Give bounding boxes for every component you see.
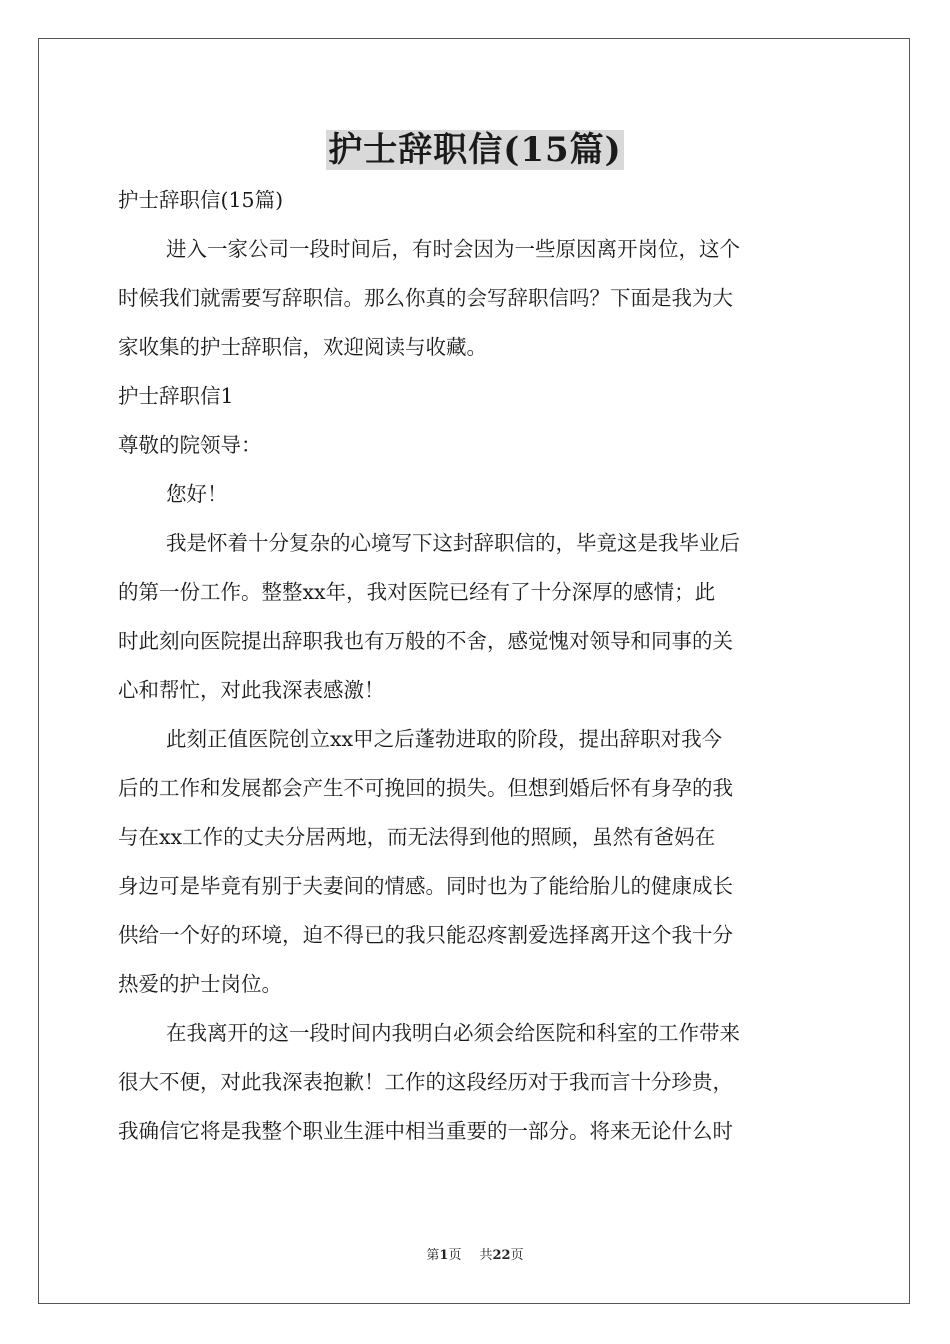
salutation: 尊敬的院领导：: [118, 433, 262, 457]
text-line: 后的工作和发展都会产生不可挽回的损失。但想到婚后怀有身孕的我: [118, 776, 733, 800]
text-line: 进入一家公司一段时间后，有时会因为一些原因离开岗位，这个: [166, 237, 740, 261]
text-line: 心和帮忙，对此我深表感激！: [118, 678, 385, 702]
total-suffix: 页: [510, 1248, 524, 1263]
page-number: 1: [439, 1248, 449, 1263]
text-line: 家收集的护士辞职信，欢迎阅读与收藏。: [118, 335, 487, 359]
text-line: 的第一份工作。整整xx年，我对医院已经有了十分深厚的感情；此: [118, 580, 716, 604]
greeting: 您好！: [166, 482, 228, 506]
text-line: 供给一个好的环境，迫不得已的我只能忍疼割爱选择离开这个我十分: [118, 923, 733, 947]
text-line: 很大不便，对此我深表抱歉！工作的这段经历对于我而言十分珍贵，: [118, 1070, 733, 1094]
text-line: 我确信它将是我整个职业生涯中相当重要的一部分。将来无论什么时: [118, 1119, 733, 1143]
text-line: 时此刻向医院提出辞职我也有万般的不舍，感觉愧对领导和同事的关: [118, 629, 733, 653]
text-line: 身边可是毕竟有别于夫妻间的情感。同时也为了能给胎儿的健康成长: [118, 874, 733, 898]
text-line: 我是怀着十分复杂的心境写下这封辞职信的，毕竟这是我毕业后: [166, 531, 740, 555]
total-prefix: 共: [479, 1248, 493, 1263]
page-footer: [0, 1247, 950, 1265]
total-pages: 22: [492, 1248, 511, 1263]
page-suffix: 页: [448, 1248, 462, 1263]
text-line: 与在xx工作的丈夫分居两地，而无法得到他的照顾，虽然有爸妈在: [118, 825, 716, 849]
document-title: 护士辞职信(15篇): [328, 130, 622, 170]
page-prefix: 第: [426, 1248, 440, 1263]
text-line: 在我离开的这一段时间内我明白必须会给医院和科室的工作带来: [166, 1021, 740, 1045]
section-heading: 护士辞职信1: [118, 384, 234, 408]
text-line: 热爱的护士岗位。: [118, 972, 282, 996]
document-body: [118, 176, 832, 1156]
subtitle-line: 护士辞职信(15篇): [118, 188, 284, 212]
text-line: 时候我们就需要写辞职信。那么你真的会写辞职信吗？下面是我为大: [118, 286, 733, 310]
text-line: 此刻正值医院创立xx甲之后蓬勃进取的阶段，提出辞职对我今: [166, 727, 723, 751]
